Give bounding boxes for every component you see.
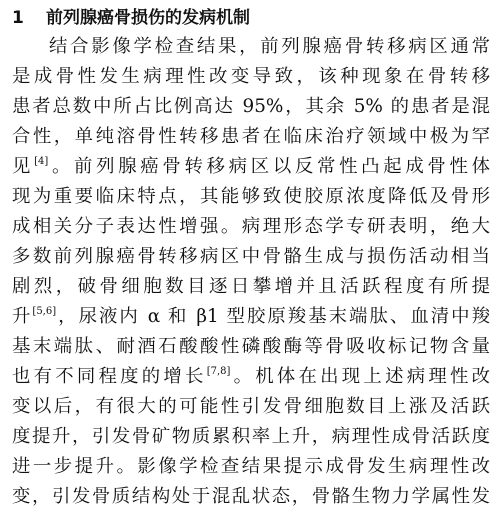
body-line — [12, 482, 490, 512]
body-text: 。机体在出现上述病理性改 — [230, 366, 490, 387]
body-text: 基末端肽、耐酒石酸酸性磷酸酶等骨吸收标记物含量 — [12, 336, 490, 357]
body-line — [12, 32, 490, 62]
body-line — [12, 62, 490, 92]
body-text: 。前列腺癌骨转移病区以反常性凸起成骨性体 — [48, 156, 490, 177]
body-line — [12, 272, 490, 302]
body-text: 是成骨性发生病理性改变导致，该种现象在骨转移 — [12, 66, 490, 87]
body-line — [12, 182, 490, 212]
citation-reference[interactable]: [5,6] — [32, 306, 57, 317]
body-line — [12, 422, 490, 452]
body-text: ，尿液内 α 和 β1 型胶原羧基末端肽、血清中羧 — [56, 306, 490, 327]
section-title: 前列腺癌骨损伤的发病机制 — [46, 8, 250, 28]
body-line — [12, 92, 490, 122]
section-number: 1 — [12, 8, 24, 28]
body-line — [12, 242, 490, 272]
body-text: 变以后，有很大的可能性引发骨细胞数目上涨及活跃 — [12, 396, 490, 417]
body-text: 现为重要临床特点，其能够致使胶原浓度降低及骨形 — [12, 186, 490, 207]
body-text: 剧烈，破骨细胞数目逐日攀增并且活跃程度有所提 — [12, 276, 490, 297]
body-text: 也有不同程度的增长 — [12, 366, 207, 387]
body-text: 合性，单纯溶骨性转移患者在临床治疗领域中极为罕 — [12, 126, 490, 147]
body-text: 多数前列腺癌骨转移病区中骨骼生成与损伤活动相当 — [12, 246, 490, 267]
body-line — [12, 302, 490, 332]
body-text: 结合影像学检查结果，前列腺癌骨转移病区通常 — [49, 36, 490, 57]
body-line — [12, 332, 490, 362]
citation-reference[interactable]: [4] — [34, 156, 49, 167]
section-heading — [12, 6, 490, 32]
body-text: 见 — [12, 156, 35, 177]
body-line — [12, 212, 490, 242]
body-text: 患者总数中所占比例高达 95%，其余 5% 的患者是混 — [12, 96, 490, 117]
body-text: 成相关分子表达性增强。病理形态学专研表明，绝大 — [12, 216, 490, 237]
citation-reference[interactable]: [7,8] — [206, 366, 231, 377]
body-line — [12, 362, 490, 392]
article-page — [12, 6, 490, 512]
body-line — [12, 392, 490, 422]
body-line — [12, 122, 490, 152]
body-line — [12, 152, 490, 182]
body-text: 升 — [12, 306, 33, 327]
body-text: 度提升，引发骨矿物质累积率上升，病理性成骨活跃度 — [12, 426, 490, 447]
section-body — [12, 32, 490, 512]
body-line — [12, 452, 490, 482]
body-text: 进一步提升。影像学检查结果提示成骨发生病理性改 — [12, 456, 490, 477]
body-text: 变，引发骨质结构处于混乱状态，骨骼生物力学属性发 — [12, 486, 490, 507]
